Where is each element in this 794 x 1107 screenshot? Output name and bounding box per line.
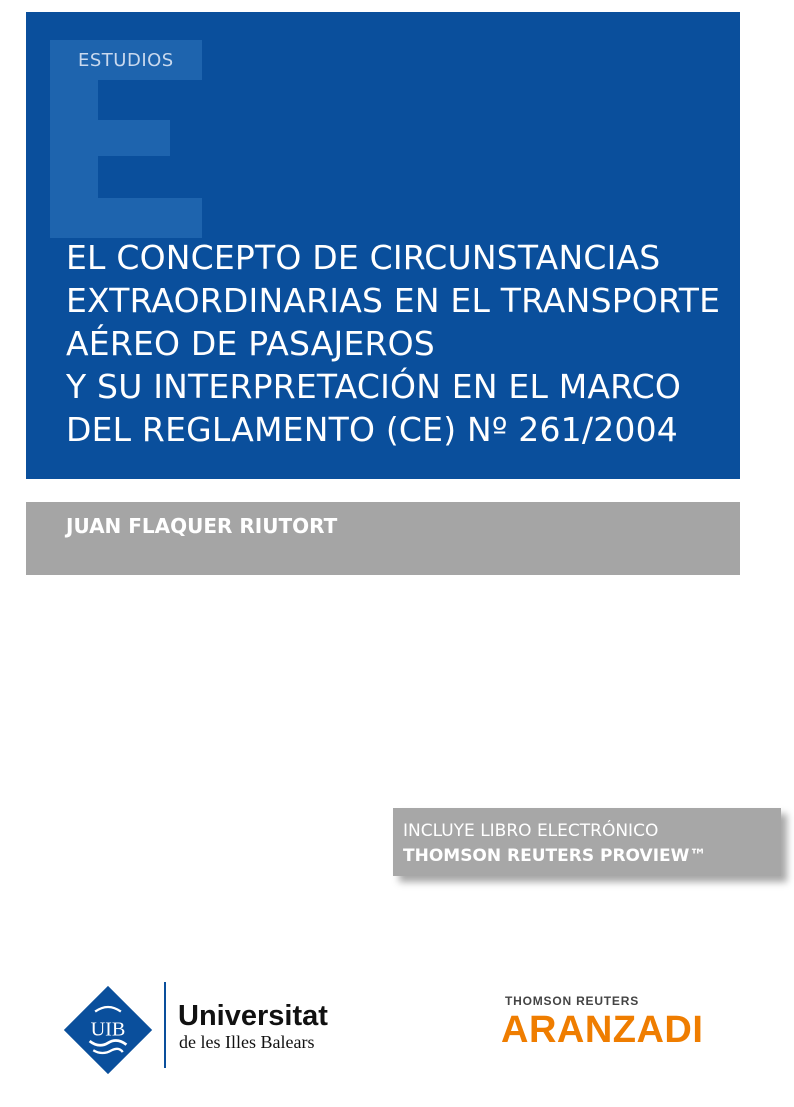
book-title: [66, 236, 726, 451]
publisher-group-name: THOMSON REUTERS: [505, 994, 640, 1008]
university-name: Universitat: [178, 1000, 328, 1032]
title-line: AÉREO DE PASAJEROS: [66, 324, 435, 363]
ebook-notice: [393, 808, 781, 876]
svg-text:UIB: UIB: [90, 1018, 126, 1041]
title-line: Y SU INTERPRETACIÓN EN EL MARCO: [66, 367, 682, 406]
title-line: EXTRAORDINARIAS EN EL TRANSPORTE: [66, 281, 721, 320]
title-line: EL CONCEPTO DE CIRCUNSTANCIAS: [66, 238, 661, 277]
ebook-notice-line1: INCLUYE LIBRO ELECTRÓNICO: [403, 821, 659, 841]
university-subname: de les Illes Balears: [179, 1032, 315, 1052]
author-bar: [26, 502, 740, 575]
publisher-name: ARANZADI: [501, 1009, 704, 1051]
series-label: ESTUDIOS: [78, 50, 174, 71]
uib-logo-icon: [62, 984, 154, 1076]
title-line: DEL REGLAMENTO (CE) Nº 261/2004: [66, 410, 678, 449]
ebook-notice-line2: THOMSON REUTERS PROVIEW™: [403, 846, 707, 866]
logo-divider: [164, 982, 166, 1068]
author-name: JUAN FLAQUER RIUTORT: [66, 514, 338, 538]
